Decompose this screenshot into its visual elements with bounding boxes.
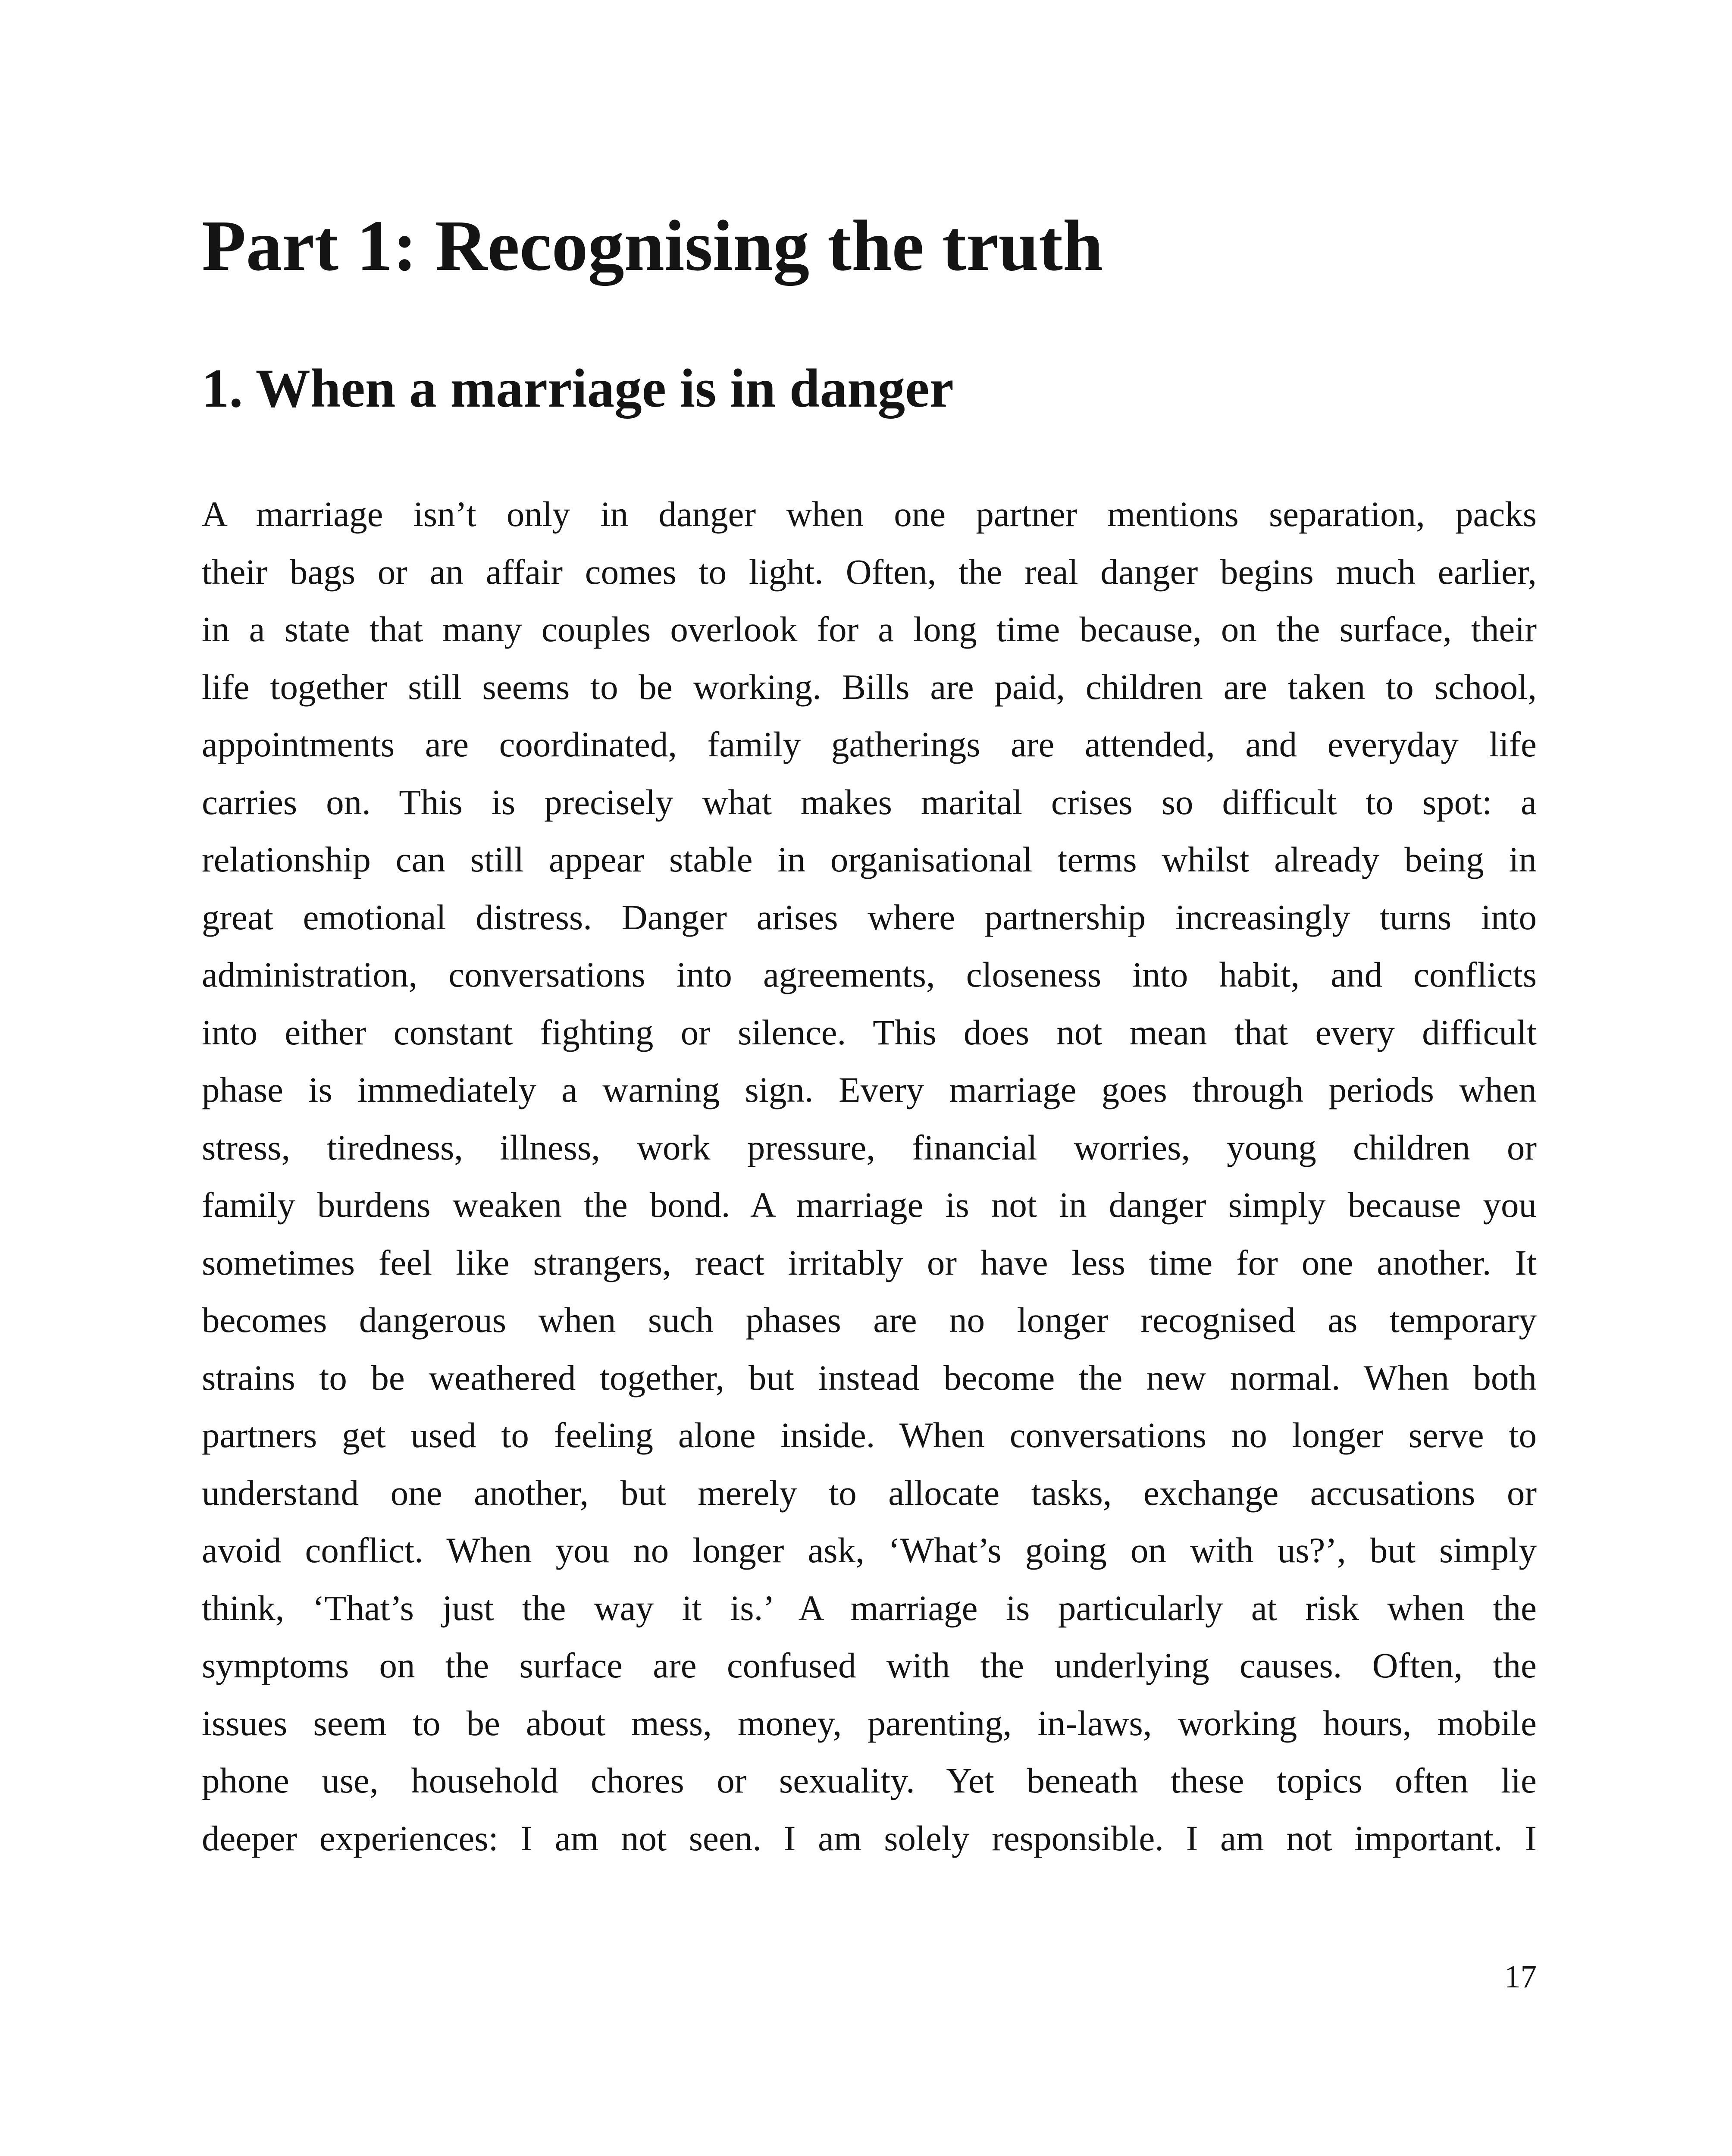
body-line: life together still seems to be working. Bills are paid, children are taken to school, — [202, 667, 1537, 707]
body-line: think, ‘That’s just the way it is.’ A marriage is particularly at risk when the — [202, 1588, 1537, 1628]
chapter-title: 1. When a marriage is in danger — [202, 358, 954, 419]
body-line: deeper experiences: I am not seen. I am solely responsible. I am not important. I — [202, 1818, 1537, 1858]
body-line: symptoms on the surface are confused with the underlying causes. Often, the — [202, 1645, 1537, 1685]
body-line: carries on. This is precisely what makes marital crises so difficult to spot: a — [202, 782, 1537, 822]
body-line: becomes dangerous when such phases are no longer recognised as temporary — [202, 1300, 1537, 1340]
body-line: A marriage isn’t only in danger when one partner mentions separation, packs — [202, 494, 1537, 534]
body-line: partners get used to feeling alone inside. When conversations no longer serve to — [202, 1415, 1537, 1455]
body-paragraph — [202, 486, 1537, 1867]
body-line: family burdens weaken the bond. A marriage is not in danger simply because you — [202, 1185, 1537, 1225]
body-line: strains to be weathered together, but instead become the new normal. When both — [202, 1357, 1537, 1398]
body-line: avoid conflict. When you no longer ask, ‘What’s going on with us?’, but simply — [202, 1530, 1537, 1570]
part-title: Part 1: Recognising the truth — [202, 206, 1103, 286]
body-line: relationship can still appear stable in organisational terms whilst already being in — [202, 840, 1537, 879]
body-line: phone use, household chores or sexuality. Yet beneath these topics often lie — [202, 1761, 1537, 1800]
body-line: stress, tiredness, illness, work pressure, financial worries, young children or — [202, 1127, 1537, 1167]
body-line: their bags or an affair comes to light. Often, the real danger begins much earlier, — [202, 552, 1537, 592]
body-line: understand one another, but merely to allocate tasks, exchange accusations or — [202, 1473, 1537, 1513]
body-line: into either constant fighting or silence. This does not mean that every difficult — [202, 1012, 1537, 1052]
body-line: in a state that many couples overlook for a long time because, on the surface, their — [202, 609, 1537, 649]
body-line: great emotional distress. Danger arises where partnership increasingly turns into — [202, 897, 1537, 937]
body-line: sometimes feel like strangers, react irritably or have less time for one another. It — [202, 1242, 1537, 1282]
body-line: administration, conversations into agreements, closeness into habit, and conflicts — [202, 955, 1537, 994]
page-number: 17 — [1504, 1959, 1537, 1995]
body-line: appointments are coordinated, family gatherings are attended, and everyday life — [202, 724, 1537, 764]
body-line: phase is immediately a warning sign. Every marriage goes through periods when — [202, 1070, 1537, 1109]
body-line: issues seem to be about mess, money, parenting, in-laws, working hours, mobile — [202, 1703, 1537, 1743]
